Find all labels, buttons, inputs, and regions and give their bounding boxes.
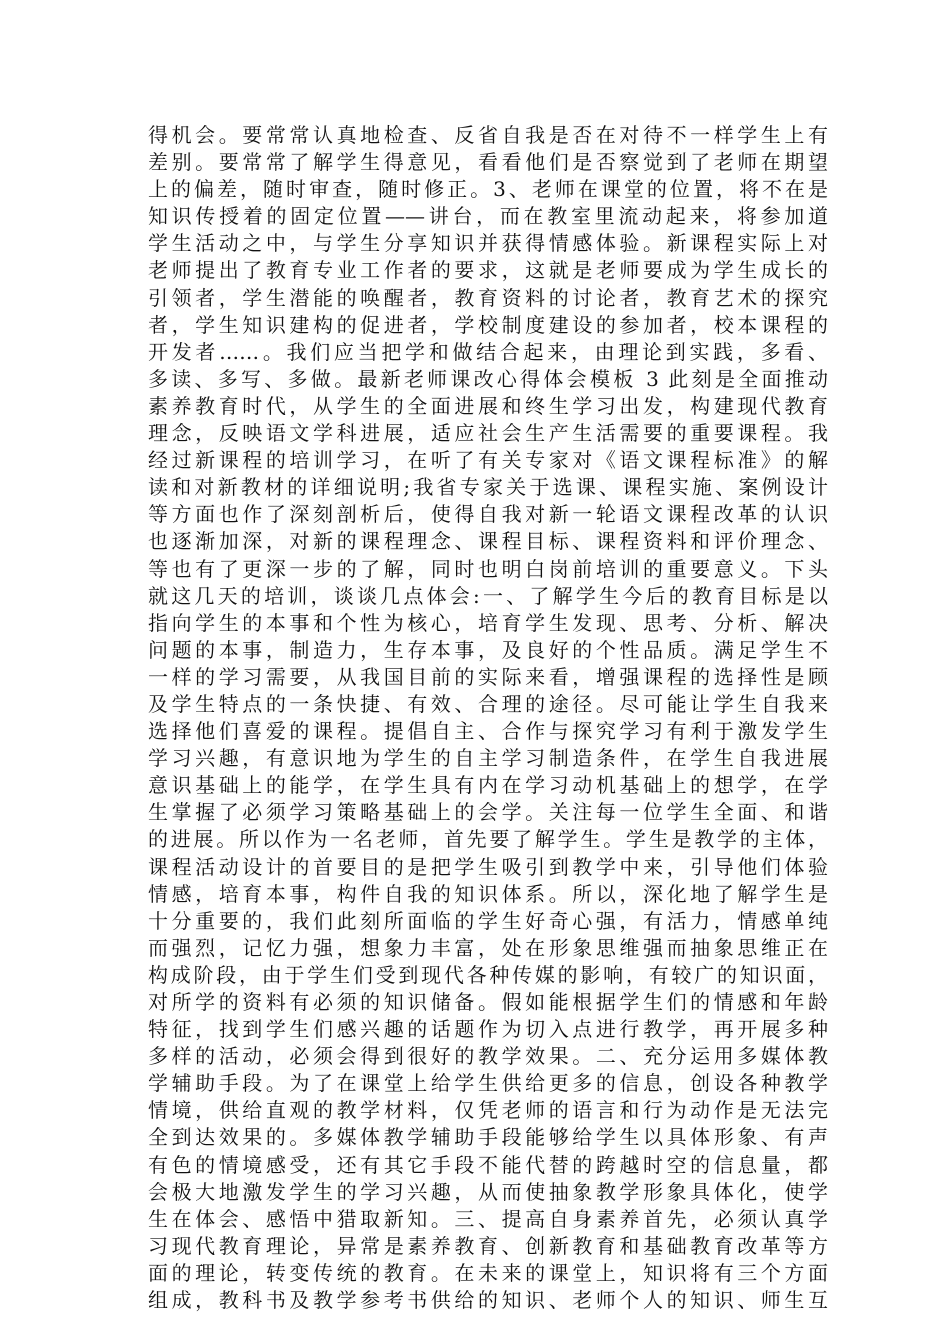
- text-line: 构成阶段，由于学生们受到现代各种传媒的影响，有较广的知识面，: [148, 962, 828, 987]
- text-line: 等方面也作了深刻剖析后，使得自我对新一轮语文课程改革的认识: [148, 502, 828, 527]
- text-line: 选择他们喜爱的课程。提倡自主、合作与探究学习有利于激发学生: [148, 719, 828, 744]
- text-line: 对所学的资料有必须的知识储备。假如能根据学生们的情感和年龄: [148, 990, 828, 1014]
- text-line: 会极大地激发学生的学习兴趣，从而使抽象教学形象具体化，使学: [148, 1179, 828, 1204]
- text-line: 学习兴趣，有意识地为学生的自主学习制造条件，在学生自我进展: [148, 746, 828, 771]
- text-line: 素养教育时代，从学生的全面进展和终生学习出发，构建现代教育: [148, 393, 828, 418]
- text-line: 及学生特点的一条快捷、有效、合理的途径。尽可能让学生自我来: [148, 691, 828, 716]
- text-line: 引领者，学生潜能的唤醒者，教育资料的讨论者，教育艺术的探究: [148, 285, 828, 310]
- text-line: 学生活动之中，与学生分享知识并获得情感体验。新课程实际上对: [148, 231, 828, 256]
- text-line: 也逐渐加深，对新的课程理念、课程目标、课程资料和评价理念、: [148, 529, 828, 554]
- text-line: 知识传授着的固定位置——讲台，而在教室里流动起来，将参加道: [148, 204, 828, 229]
- text-line: 意识基础上的能学，在学生具有内在学习动机基础上的想学，在学: [148, 773, 828, 798]
- text-line: 者，学生知识建构的促进者，学校制度建设的参加者，校本课程的: [148, 312, 828, 337]
- text-line: 情感，培育本事，构件自我的知识体系。所以，深化地了解学生是: [148, 881, 828, 906]
- text-line: 上的偏差，随时审查，随时修正。3、老师在课堂的位置，将不在是: [148, 177, 828, 202]
- text-line: 等也有了更深一步的了解，同时也明白岗前培训的重要意义。下头: [148, 556, 828, 581]
- text-line: 读和对新教材的详细说明;我省专家关于选课、课程实施、案例设计: [148, 475, 828, 500]
- text-line: 而强烈，记忆力强，想象力丰富，处在形象思维强而抽象思维正在: [148, 935, 828, 960]
- text-line: 生掌握了必须学习策略基础上的会学。关注每一位学生全面、和谐: [148, 800, 828, 825]
- text-line: 课程活动设计的首要目的是把学生吸引到教学中来，引导他们体验: [148, 854, 828, 879]
- text-line: 指向学生的本事和个性为核心，培育学生发现、思考、分析、解决: [148, 610, 828, 635]
- text-line: 十分重要的，我们此刻所面临的学生好奇心强，有活力，情感单纯: [148, 908, 828, 933]
- text-line: 情境，供给直观的教学材料，仅凭老师的语言和行为动作是无法完: [148, 1098, 828, 1123]
- text-line: 开发者……。我们应当把学和做结合起来，由理论到实践，多看、: [148, 339, 828, 364]
- text-line: 学辅助手段。为了在课堂上给学生供给更多的信息，创设各种教学: [148, 1071, 828, 1096]
- text-line: 组成，教科书及教学参考书供给的知识、老师个人的知识、师生互: [148, 1288, 828, 1313]
- text-line: 问题的本事，制造力，生存本事，及良好的个性品质。满足学生不: [148, 637, 828, 662]
- text-line: 特征，找到学生们感兴趣的话题作为切入点进行教学，再开展多种: [148, 1017, 828, 1042]
- text-line: 多读、多写、多做。最新老师课改心得体会模板 3 此刻是全面推动: [148, 366, 828, 391]
- text-line: 差别。要常常了解学生得意见，看看他们是否察觉到了老师在期望: [148, 150, 828, 175]
- body-text: [148, 122, 828, 1314]
- text-line: 得机会。要常常认真地检查、反省自我是否在对待不一样学生上有: [148, 123, 828, 147]
- text-line: 老师提出了教育专业工作者的要求，这就是老师要成为学生成长的: [148, 258, 828, 283]
- text-line: 面的理论，转变传统的教育。在未来的课堂上，知识将有三个方面: [148, 1260, 828, 1285]
- text-line: 就这几天的培训，谈谈几点体会:一、了解学生今后的教育目标是以: [148, 583, 828, 608]
- text-line: 一样的学习需要，从我国目前的实际来看，增强课程的选择性是顾: [148, 664, 828, 689]
- text-line: 生在体会、感悟中猎取新知。三、提高自身素养首先，必须认真学: [148, 1206, 828, 1231]
- text-line: 多样的活动，必须会得到很好的教学效果。二、充分运用多媒体教: [148, 1044, 828, 1069]
- text-line: 经过新课程的培训学习，在听了有关专家对《语文课程标准》的解: [148, 448, 828, 473]
- text-line: 有色的情境感受，还有其它手段不能代替的跨越时空的信息量，都: [148, 1152, 828, 1177]
- text-line: 习现代教育理论，异常是素养教育、创新教育和基础教育改革等方: [148, 1233, 828, 1258]
- text-line: 理念，反映语文学科进展，适应社会生产生活需要的重要课程。我: [148, 421, 828, 446]
- text-line: 的进展。所以作为一名老师，首先要了解学生。学生是教学的主体，: [148, 827, 828, 852]
- text-line: 全到达效果的。多媒体教学辅助手段能够给学生以具体形象、有声: [148, 1125, 828, 1150]
